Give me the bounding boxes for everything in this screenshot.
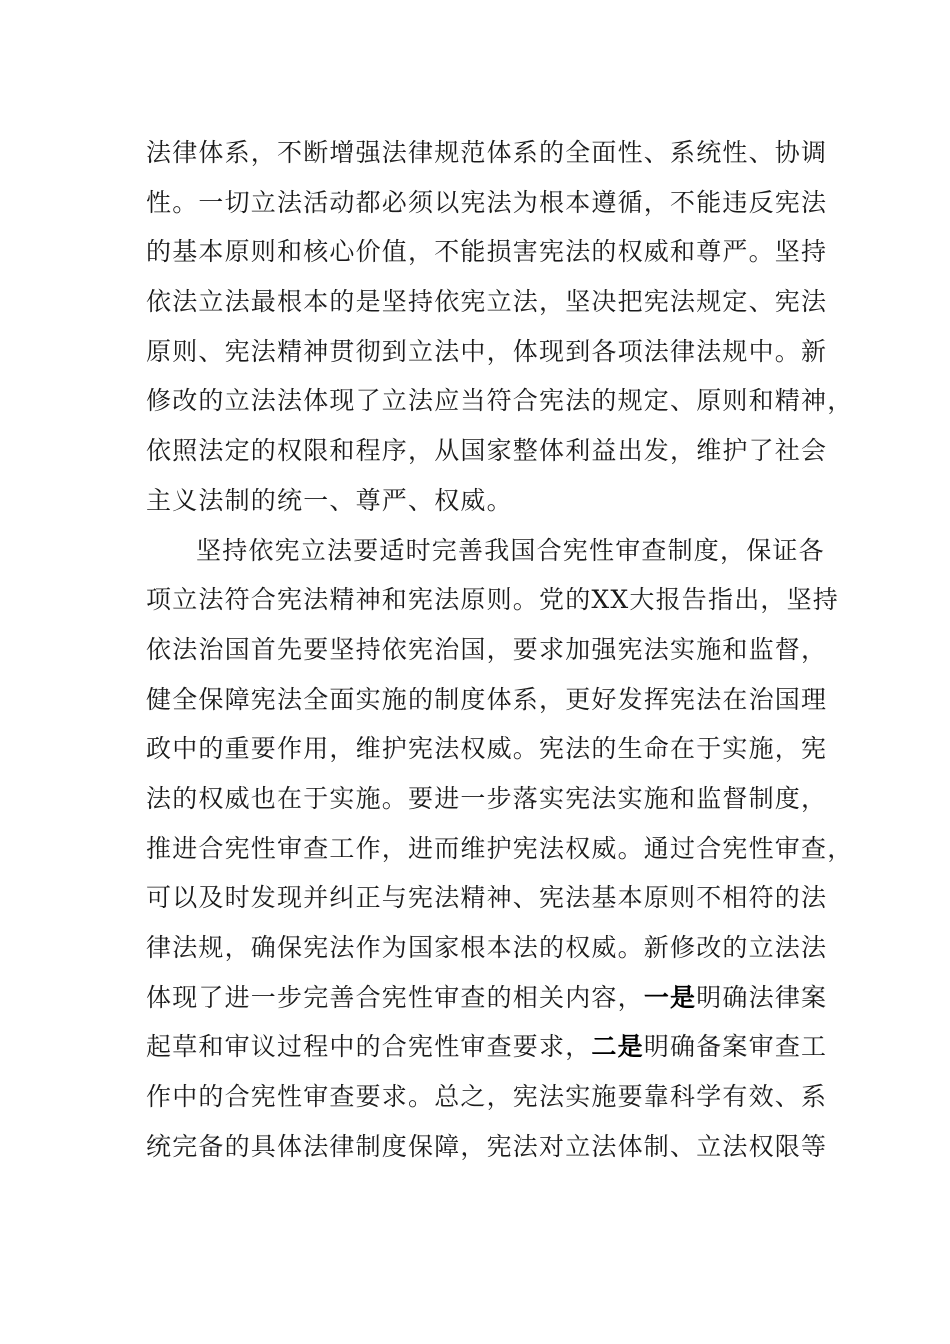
text-line: 律法规，确保宪法作为国家根本法的权威。新修改的立法法 <box>146 933 828 962</box>
text-line: 推进合宪性审查工作，进而维护宪法权威。通过合宪性审查， <box>146 833 854 863</box>
text-line-with-emphasis <box>146 1022 828 1072</box>
text-line-with-emphasis <box>146 973 828 1023</box>
text-line: 的基本原则和核心价值，不能损害宪法的权威和尊严。坚持 <box>146 237 828 267</box>
line-text: 明确法律案 <box>696 982 828 1012</box>
text-line: 健全保障宪法全面实施的制度体系，更好发挥宪法在治国理 <box>146 684 828 714</box>
text-line: 依照法定的权限和程序，从国家整体利益出发，维护了社会 <box>146 436 828 466</box>
line-text: 明确备案审查工 <box>643 1032 828 1062</box>
text-line: 法的权威也在于实施。要进一步落实宪法实施和监督制度， <box>146 783 828 813</box>
paragraph-start-line: 坚持依宪立法要适时完善我国合宪性审查制度，保证各 <box>196 535 825 565</box>
text-line: 政中的重要作用，维护宪法权威。宪法的生命在于实施，宪 <box>146 734 828 764</box>
line-text: 体现了进一步完善合宪性审查的相关内容， <box>146 982 644 1012</box>
text-line: 统完备的具体法律制度保障，宪法对立法体制、立法权限等 <box>146 1131 828 1161</box>
document-body <box>146 128 854 1171</box>
text-line: 修改的立法法体现了立法应当符合宪法的规定、原则和精神， <box>146 386 854 416</box>
text-line: 原则、宪法精神贯彻到立法中，体现到各项法律法规中。新 <box>146 336 828 366</box>
line-text: 起草和审议过程中的合宪性审查要求， <box>146 1032 592 1062</box>
text-line: 法律体系，不断增强法律规范体系的全面性、系统性、协调 <box>146 138 828 167</box>
text-line: 依法立法最根本的是坚持依宪立法，坚决把宪法规定、宪法 <box>146 287 828 317</box>
text-line: 可以及时发现并纠正与宪法精神、宪法基本原则不相符的法 <box>146 883 828 913</box>
text-line: 依法治国首先要坚持依宪治国，要求加强宪法实施和监督， <box>146 634 828 664</box>
text-line: 作中的合宪性审查要求。总之，宪法实施要靠科学有效、系 <box>146 1082 828 1112</box>
emphasis-first-point: 一是 <box>643 982 697 1012</box>
text-line: 项立法符合宪法精神和宪法原则。党的XX大报告指出，坚持 <box>146 585 839 615</box>
text-line: 主义法制的统一、尊严、权威。 <box>146 485 513 515</box>
text-line: 性。一切立法活动都必须以宪法为根本遵循，不能违反宪法 <box>146 187 828 217</box>
emphasis-second-point: 二是 <box>591 1032 644 1062</box>
